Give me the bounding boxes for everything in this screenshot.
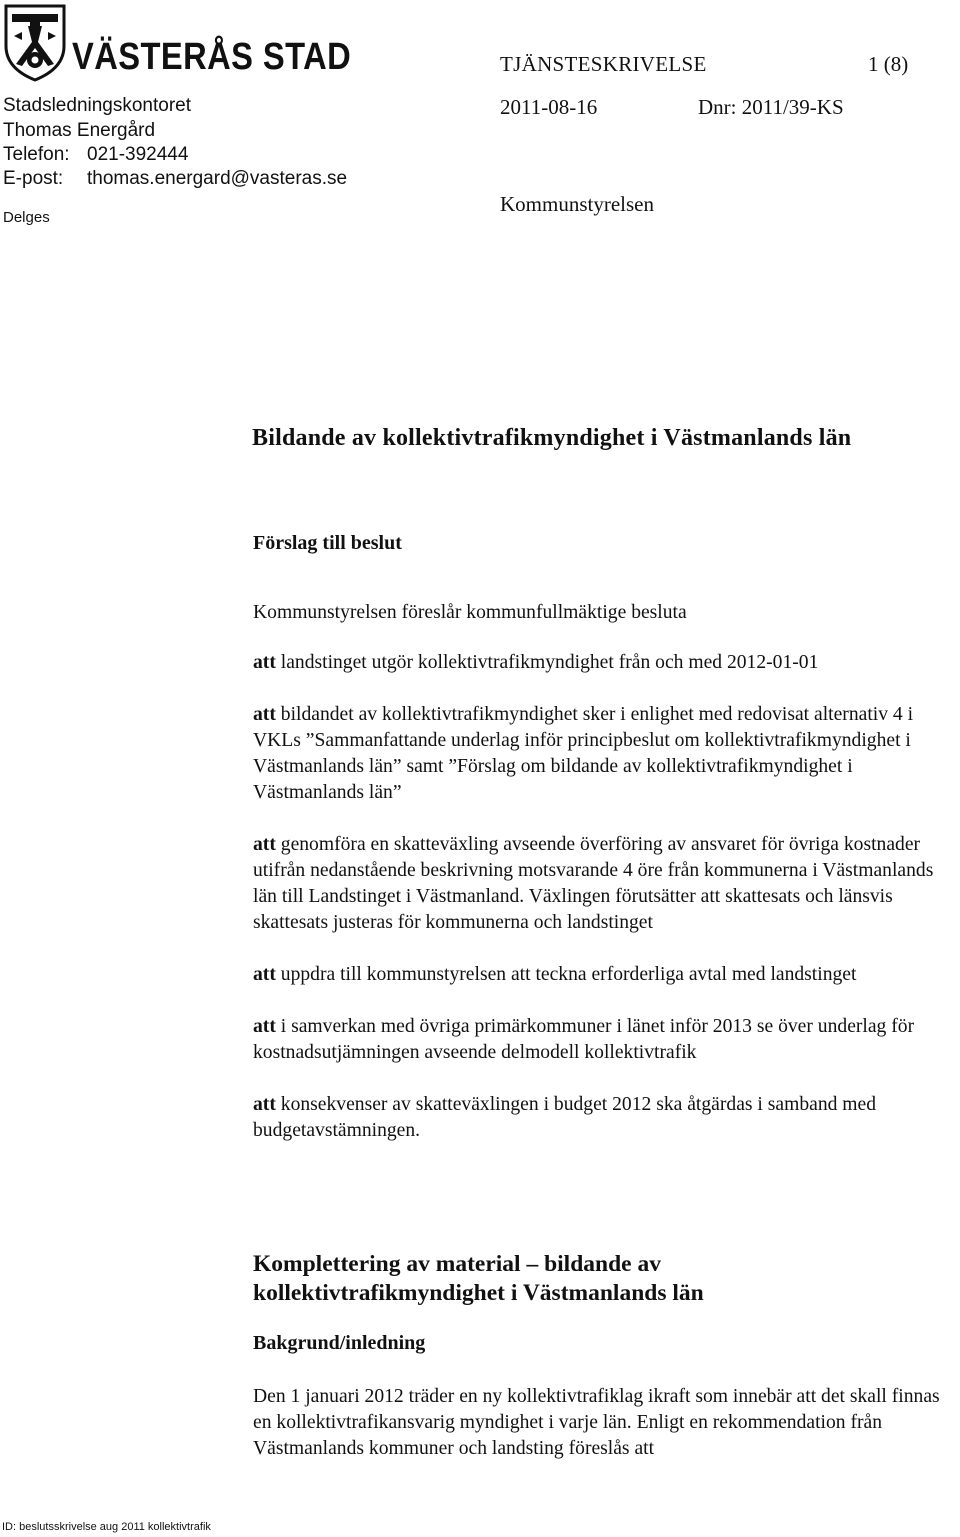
registration-number: Dnr: 2011/39-KS	[698, 95, 844, 119]
proposal-item	[253, 702, 953, 806]
proposal-item	[253, 1014, 953, 1066]
proposal-item-text: bildandet av kollektivtrafikmyndighet sker i enlighet med redovisat alternativ 4 i VKLs ”Sammanfattande underlag inför principbeslut om kollektivtrafikmyndighet i Västmanlands län” samt ”Förslag om bildande av kollektivtrafikmyndighet i Västmanlands län”	[253, 704, 914, 803]
document-date: 2011-08-16	[500, 95, 598, 119]
vasteras-logo	[2, 2, 352, 82]
delges-label: Delges	[3, 209, 50, 226]
document-type: TJÄNSTESKRIVELSE	[500, 52, 707, 76]
att-keyword: att	[253, 652, 276, 673]
phone-label: Telefon:	[3, 144, 70, 165]
section-heading-line-2: kollektivtrafikmyndighet i Västmanlands län	[253, 1280, 704, 1306]
proposal-item-text: landstinget utgör kollektivtrafikmyndighet från och med 2012-01-01	[280, 652, 819, 673]
sender-department: Stadsledningskontoret	[3, 95, 192, 116]
proposal-item-text: i samverkan med övriga primärkommuner i länet inför 2013 se över underlag för kostnadsutjämningen avseende delmodell kollektivtrafik	[253, 1016, 915, 1063]
email-value: thomas.energard@vasteras.se	[87, 168, 348, 189]
att-keyword: att	[253, 1094, 276, 1115]
footer-document-id: ID: beslutsskrivelse aug 2011 kollektivtrafik	[2, 1521, 211, 1533]
body-paragraph: Den 1 januari 2012 träder en ny kollektivtrafiklag ikraft som innebär att det skall finnas en kollektivtrafikansvarig myndighet i varje län. Enligt en rekommendation från Västmanlands kommuner och landsting föreslås att	[253, 1386, 940, 1459]
recipient: Kommunstyrelsen	[500, 192, 654, 216]
att-keyword: att	[253, 704, 276, 725]
phone-value: 021-392444	[87, 144, 189, 165]
proposal-item-text: konsekvenser av skatteväxlingen i budget 2012 ska åtgärdas i samband med budgetavstämningen.	[253, 1094, 877, 1141]
proposal-item-text: uppdra till kommunstyrelsen att teckna erforderliga avtal med landstinget	[280, 964, 857, 985]
coat-of-arms-icon	[2, 2, 68, 82]
document-title: Bildande av kollektivtrafikmyndighet i Västmanlands län	[252, 425, 852, 451]
att-keyword: att	[253, 834, 276, 855]
sender-name: Thomas Energård	[3, 120, 156, 141]
subsection-heading: Bakgrund/inledning	[253, 1332, 426, 1354]
proposal-intro: Kommunstyrelsen föreslår kommunfullmäktige besluta	[253, 602, 687, 623]
logo-wordmark: VÄSTERÅS STAD	[72, 36, 352, 78]
sender-email	[3, 168, 347, 190]
proposal-heading: Förslag till beslut	[253, 532, 402, 554]
proposal-item	[253, 962, 953, 988]
sender-phone	[3, 144, 188, 166]
email-label: E-post:	[3, 168, 64, 189]
proposal-item	[253, 650, 953, 676]
proposal-item-text: genomföra en skatteväxling avseende överföring av ansvaret för övriga kostnader utifrån nedanstående beskrivning motsvarande 4 öre från kommunerna i Västmanlands län till Landstinget i Västmanland. Växlingen förutsätter att skattesats och länsvis skattesats justeras för kommunerna och landstinget	[253, 834, 934, 933]
page-number: 1 (8)	[868, 52, 909, 76]
proposal-item	[253, 832, 953, 936]
att-keyword: att	[253, 1016, 276, 1037]
proposal-item	[253, 1092, 953, 1144]
section-heading-line-1: Komplettering av material – bildande av	[253, 1251, 661, 1277]
proposal-section	[253, 530, 953, 1170]
att-keyword: att	[253, 964, 276, 985]
section-heading	[253, 1250, 704, 1308]
